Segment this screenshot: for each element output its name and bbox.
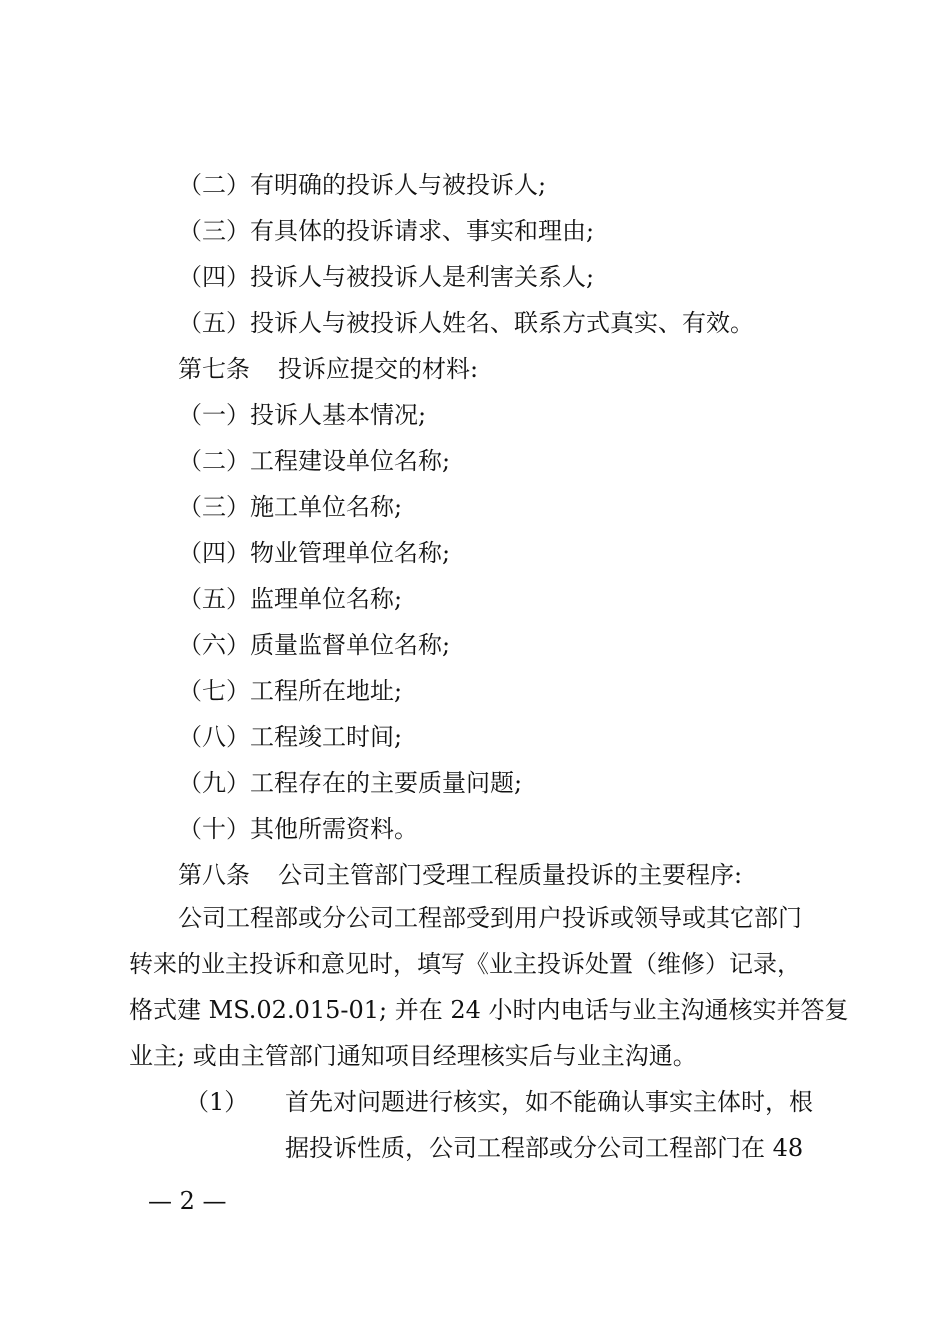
material-item-1: （一）投诉人基本情况;: [178, 401, 427, 429]
material-item-5: （五）监理单位名称;: [178, 585, 403, 613]
article-8-heading: [178, 860, 742, 890]
material-item-4: （四）物业管理单位名称;: [178, 539, 451, 567]
step-1-line-1: 首先对问题进行核实，如不能确认事实主体时，根: [285, 1088, 813, 1116]
criteria-line-3: （三）有具体的投诉请求、事实和理由;: [178, 217, 595, 245]
material-item-2: （二）工程建设单位名称;: [178, 447, 451, 475]
page-number: — 2 —: [148, 1187, 227, 1215]
material-item-9: （九）工程存在的主要质量问题;: [178, 769, 523, 797]
article-8-text: 公司主管部门受理工程质量投诉的主要程序:: [278, 861, 743, 889]
material-item-10: （十）其他所需资料。: [178, 815, 418, 843]
article-7-heading: [178, 354, 478, 384]
step-1-label: （1）: [185, 1088, 249, 1116]
paragraph-line-4: 业主; 或由主管部门通知项目经理核实后与业主沟通。: [129, 1042, 697, 1070]
material-item-6: （六）质量监督单位名称;: [178, 631, 451, 659]
step-1-line-2: 据投诉性质，公司工程部或分公司工程部门在 48: [285, 1134, 804, 1162]
paragraph-line-3: 格式建 MS.02.015-01; 并在 24 小时内电话与业主沟通核实并答复: [129, 996, 849, 1024]
criteria-line-4: （四）投诉人与被投诉人是利害关系人;: [178, 263, 595, 291]
paragraph-line-1: 公司工程部或分公司工程部受到用户投诉或领导或其它部门: [178, 904, 802, 932]
material-item-8: （八）工程竣工时间;: [178, 723, 403, 751]
article-8-label: 第八条: [178, 861, 250, 889]
article-7-label: 第七条: [178, 355, 250, 383]
article-7-text: 投诉应提交的材料:: [278, 355, 479, 383]
material-item-3: （三）施工单位名称;: [178, 493, 403, 521]
criteria-line-5: （五）投诉人与被投诉人姓名、联系方式真实、有效。: [178, 309, 754, 337]
material-item-7: （七）工程所在地址;: [178, 677, 403, 705]
criteria-line-2: （二）有明确的投诉人与被投诉人;: [178, 171, 547, 199]
paragraph-line-2: 转来的业主投诉和意见时，填写《业主投诉处置（维修）记录，: [129, 950, 801, 978]
